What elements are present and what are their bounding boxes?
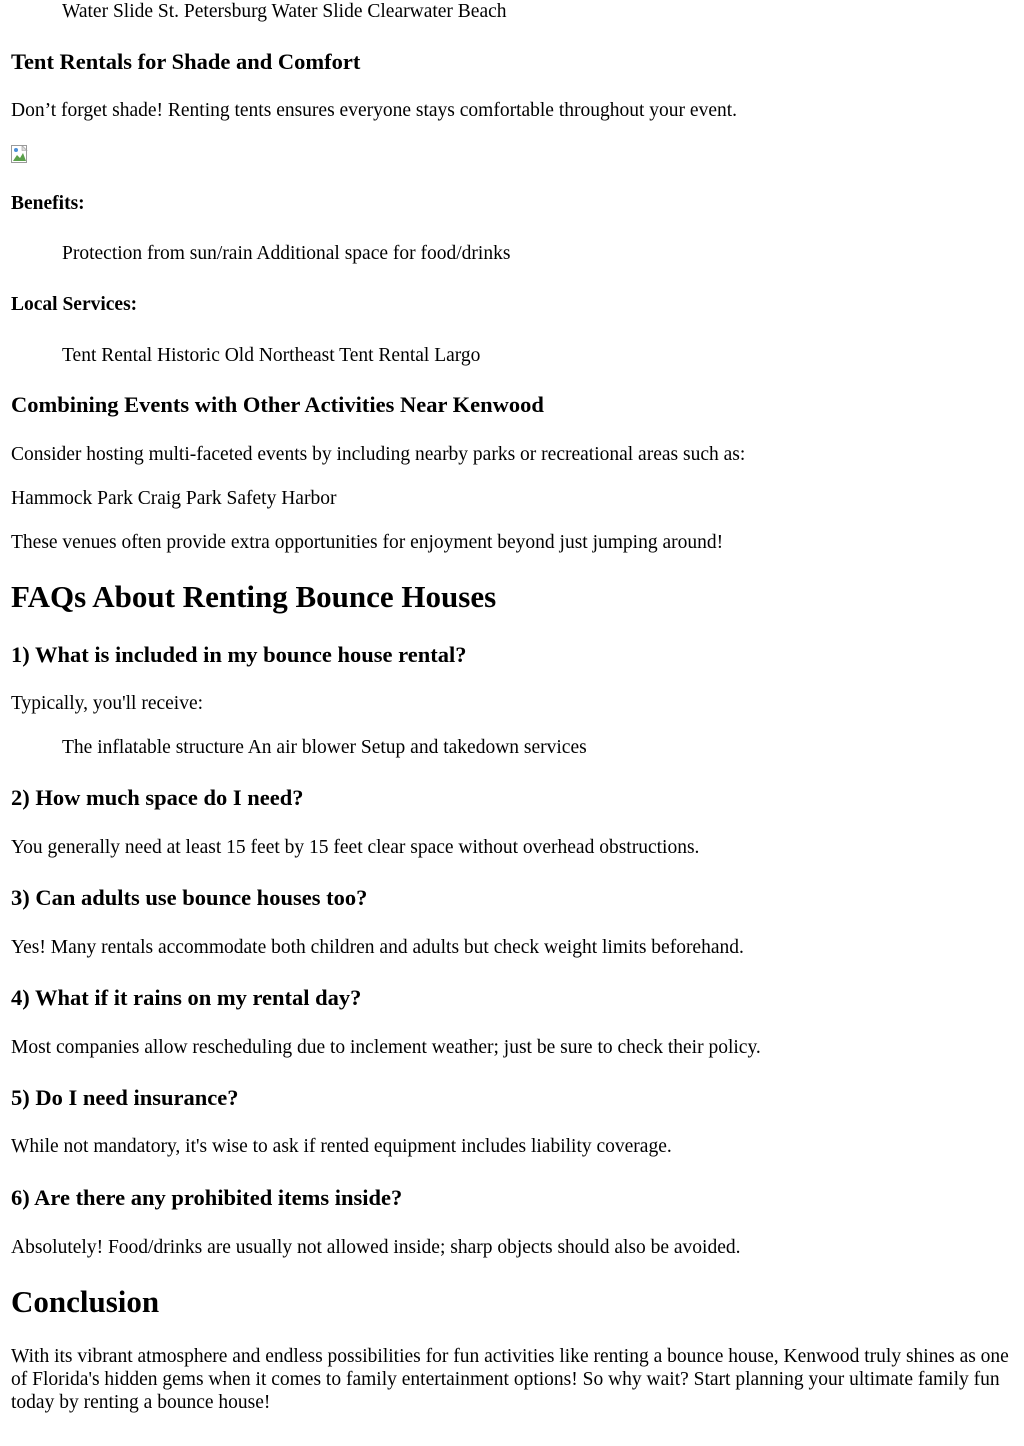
faq-answer: Yes! Many rentals accommodate both children and adults but check weight limits beforehand. [11, 937, 744, 958]
faq-question: 1) What is included in my bounce house rental? [11, 642, 467, 667]
faq-question: 2) How much space do I need? [11, 785, 304, 810]
faq-answer: Most companies allow rescheduling due to inclement weather; just be sure to check their policy. [11, 1037, 761, 1058]
faq-answer-list: The inflatable structure An air blower Setup and takedown services [62, 737, 587, 758]
faq-answer: Typically, you'll receive: [11, 693, 204, 714]
combining-intro-text: Consider hosting multi-faceted events by including nearby parks or recreational areas such as: [11, 444, 746, 465]
faq-answer: You generally need at least 15 feet by 15 feet clear space without overhead obstructions. [11, 837, 700, 858]
local-services-list: Tent Rental Historic Old Northeast Tent Rental Largo [62, 345, 481, 366]
local-services-label: Local Services: [11, 294, 138, 315]
water-slide-list: Water Slide St. Petersburg Water Slide Clearwater Beach [62, 1, 507, 22]
faq-question: 6) Are there any prohibited items inside? [11, 1185, 403, 1210]
faqs-heading: FAQs About Renting Bounce Houses [11, 579, 497, 614]
combining-events-heading: Combining Events with Other Activities Near Kenwood [11, 392, 544, 417]
faq-answer: While not mandatory, it's wise to ask if rented equipment includes liability coverage. [11, 1136, 672, 1157]
tent-intro-text: Don’t forget shade! Renting tents ensures everyone stays comfortable throughout your event. [11, 100, 738, 121]
benefits-list: Protection from sun/rain Additional space for food/drinks [62, 243, 511, 264]
faq-question: 4) What if it rains on my rental day? [11, 985, 362, 1010]
faq-question: 3) Can adults use bounce houses too? [11, 885, 368, 910]
conclusion-heading: Conclusion [11, 1284, 160, 1319]
faq-question: 5) Do I need insurance? [11, 1085, 239, 1110]
tent-rentals-heading: Tent Rentals for Shade and Comfort [11, 49, 361, 74]
combining-outro-text: These venues often provide extra opportunities for enjoyment beyond just jumping around! [11, 532, 724, 553]
nearby-places-text: Hammock Park Craig Park Safety Harbor [11, 488, 337, 509]
benefits-label: Benefits: [11, 193, 85, 214]
conclusion-text: With its vibrant atmosphere and endless possibilities for fun activities like renting a bounce house, Kenwood truly shines as one of Florida's hidden gems when it comes to family entertainment options! So why wait? Start planning your ultimate family fun today by renting a bounce house! [11, 1346, 1009, 1413]
broken-image-icon [11, 145, 31, 165]
faq-answer: Absolutely! Food/drinks are usually not allowed inside; sharp objects should also be avoided. [11, 1237, 741, 1258]
